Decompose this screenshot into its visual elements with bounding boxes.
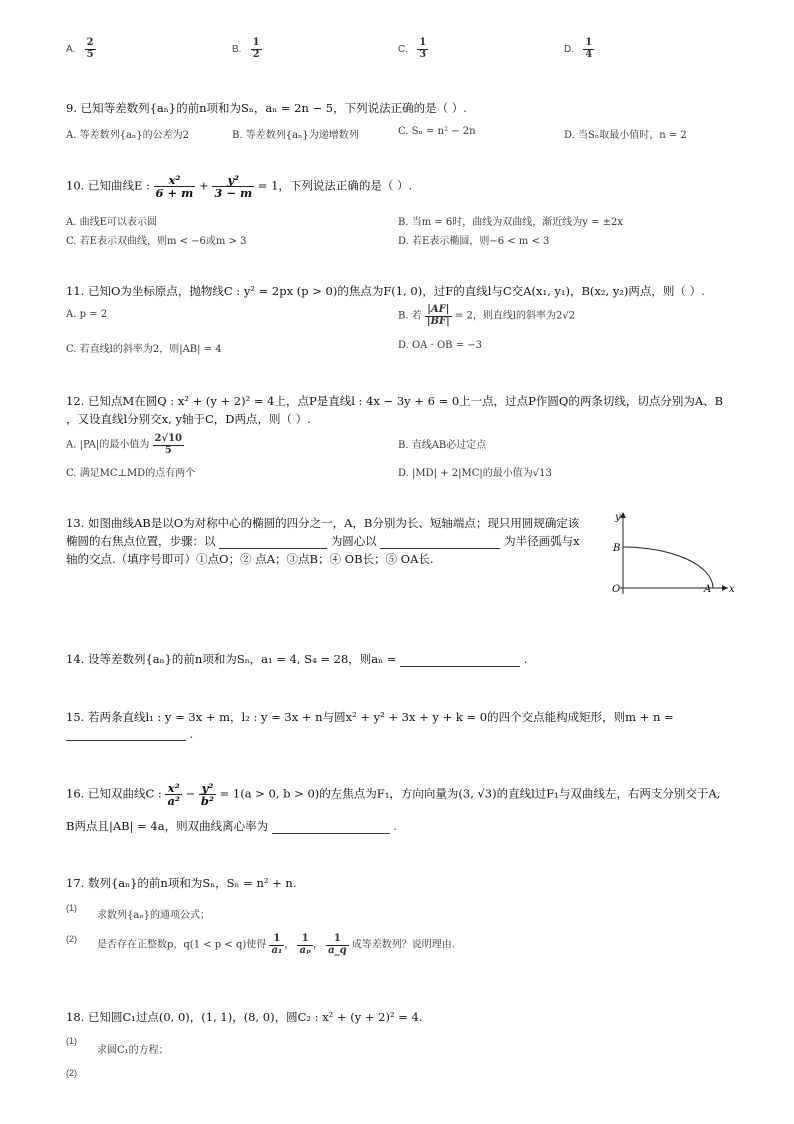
frac-den: 2 — [252, 48, 260, 60]
q12-stem-line1: 12. 已知点M在圆Q : x² + (y + 2)² = 4上，点P是直线l : 4x − 3y + 6 = 0上一点，过点P作圆Q的两条切线，切点分别为A、B — [66, 394, 724, 408]
q8-option-c[interactable] — [398, 38, 428, 60]
q16-answer-blank[interactable] — [272, 821, 390, 834]
q16-frac-x — [165, 782, 182, 807]
frac-num: 2 — [86, 37, 94, 48]
q11-option-b-frac — [425, 305, 452, 327]
x-axis-label: x — [729, 584, 735, 595]
frac-num: |AF| — [425, 305, 452, 317]
q18-part1-text: 求圆C₁的方程； — [97, 1045, 169, 1056]
q14-stem — [66, 651, 527, 667]
frac-den: 4 — [585, 48, 593, 60]
y-axis-label: y — [615, 512, 621, 523]
q15-answer-blank[interactable] — [66, 728, 186, 741]
q17-frac-a1 — [269, 934, 284, 956]
q12-option-a-frac — [153, 434, 184, 456]
x-axis-arrow-icon — [722, 585, 728, 591]
q8-option-a[interactable] — [66, 38, 96, 60]
q18-part1-number: (1) — [66, 1036, 77, 1046]
q17-part1-text: 求数列{aₙ}的通项公式； — [97, 910, 211, 921]
q16-line1 — [66, 782, 720, 807]
q8-option-b-frac — [251, 38, 262, 60]
q13-line2-c: 为半径画弧与x — [504, 534, 580, 548]
q10-stem — [66, 174, 412, 199]
q17-part2-pre: 是否存在正整数p，q(1 < p < q)使得 — [97, 939, 267, 951]
q12-option-c[interactable]: C. 满足MC⊥MD的点有两个 — [66, 468, 196, 479]
q15-post: . — [189, 727, 194, 741]
q13-line2-a: 椭圆的右焦点位置，步骤：以 — [66, 534, 216, 548]
y-axis-arrow-icon — [620, 512, 626, 518]
frac-num: 1 — [252, 37, 260, 48]
frac-num: 1 — [326, 934, 348, 946]
frac-num: y² — [199, 782, 216, 795]
q13-line2-b: 为圆心以 — [330, 534, 377, 548]
q8-option-b[interactable] — [232, 38, 262, 60]
q11-stem: 11. 已知O为坐标原点，抛物线C : y² = 2px (p > 0)的焦点为F(1, 0)，过F的直线l与C交A(x₁, y₁)，B(x₂, y₂)两点，则（ ）. — [66, 284, 705, 298]
q10-option-c[interactable]: C. 若E表示双曲线，则m < −6或m > 3 — [66, 236, 247, 247]
frac-den: b² — [200, 794, 214, 809]
q12-option-d[interactable]: D. |MD| + 2|MC|的最小值为√13 — [398, 468, 552, 479]
q16-line2-text: B两点且|AB| = 4a，则双曲线离心率为 — [66, 819, 269, 833]
q13-figure — [600, 508, 740, 598]
q12-option-b[interactable]: B. 直线AB必过定点 — [398, 440, 487, 451]
q11-option-d[interactable]: D. OA · OB = −3 — [398, 340, 482, 351]
q10-frac-y — [212, 174, 254, 199]
q17-part2-text: 是否存在正整数p，q(1 < p < q)使得 $\frac{1}{\text{a₁}}$ ， $\frac{1}{\text{aₚ}}$ ， $\frac{1}{a\_q}$ 成等差数列？说明理由. — [97, 933, 455, 956]
q11-option-b-pre: B. 若 — [398, 310, 422, 322]
q10-plus: + — [199, 178, 209, 193]
q10-option-a[interactable]: A. 曲线E可以表示圆 — [66, 217, 157, 228]
frac-den: 3 − m — [214, 186, 253, 201]
frac-den: 6 + m — [155, 186, 194, 201]
ellipse-quarter-arc — [623, 547, 713, 588]
q10-stem-post: = 1，下列说法正确的是（ ）. — [257, 178, 413, 193]
q16-pre: 16. 已知双曲线C : — [66, 786, 162, 801]
q17-part2-number: (2) — [66, 934, 77, 944]
q8-option-a-label: A. — [66, 43, 76, 55]
q10-stem-pre: 10. 已知曲线E : — [66, 178, 150, 193]
frac-den: a_q — [328, 944, 347, 956]
q16-frac-y — [199, 782, 216, 807]
frac-num: 1 — [297, 934, 312, 946]
q8-option-d-label: D. — [564, 43, 574, 55]
point-b-label: B — [613, 543, 621, 554]
q17-stem: 17. 数列{aₙ}的前n项和为Sₙ，Sₙ = n² + n. — [66, 876, 297, 890]
q8-option-c-label: C. — [398, 43, 408, 55]
q10-option-b[interactable]: B. 当m = 6时，曲线为双曲线，渐近线为y = ±2x — [398, 217, 624, 228]
q13-line3: 轴的交点.（填序号即可）①点O；② 点A；③点B；④ OB长；⑤ OA长. — [66, 552, 434, 566]
q14-stem-post: . — [523, 652, 528, 666]
q11-option-c[interactable]: C. 若直线l的斜率为2，则|AB| = 4 — [66, 344, 222, 355]
q13-line1: 13. 如图曲线AB是以O为对称中心的椭圆的四分之一，A，B分别为长、短轴端点；现只用圆规确定该 — [66, 516, 580, 530]
q13-blank-radius[interactable] — [380, 536, 500, 549]
q16-minus: − — [185, 786, 196, 801]
q16-post2: . — [393, 819, 398, 833]
q9-option-b[interactable]: B. 等差数列{aₙ}为递增数列 — [232, 130, 359, 141]
q12-option-a-pre: A. |PA|的最小值为 — [66, 439, 150, 451]
q17-part2-post: 成等差数列？说明理由. — [351, 939, 455, 951]
q16-line2 — [66, 818, 397, 834]
q11-option-a[interactable]: A. p = 2 — [66, 309, 108, 320]
frac-num: x² — [154, 174, 196, 187]
q17-part1-number: (1) — [66, 903, 77, 913]
frac-num: 1 — [269, 934, 284, 946]
q17-frac-ap — [297, 934, 312, 956]
q15-line1: 15. 若两条直线l₁ : y = 3x + m，l₂ : y = 3x + n与圆x² + y² + 3x + y + k = 0的四个交点能构成矩形，则m + n = — [66, 710, 674, 724]
q10-frac-x — [154, 174, 196, 199]
q14-answer-blank[interactable] — [400, 654, 520, 667]
frac-num: y² — [212, 174, 254, 187]
frac-num: 1 — [585, 37, 593, 48]
q9-option-c[interactable]: C. Sₙ = n² − 2n — [398, 126, 476, 137]
point-a-label: A — [704, 584, 712, 595]
frac-den: 5 — [86, 48, 94, 60]
q13-line2 — [66, 533, 580, 549]
q8-option-a-frac — [85, 38, 96, 60]
q12-stem-line2: ，又设直线l分别交x, y轴于C，D两点，则（ ）. — [66, 412, 311, 426]
q9-option-a[interactable]: A. 等差数列{aₙ}的公差为2 — [66, 130, 189, 141]
origin-label: O — [612, 584, 621, 595]
q17-frac-aq — [326, 934, 348, 956]
q12-option-a[interactable] — [66, 434, 184, 456]
q8-option-c-frac — [417, 38, 428, 60]
frac-den: |BF| — [426, 315, 450, 327]
q8-option-d-frac — [583, 38, 594, 60]
q9-stem: 9. 已知等差数列{aₙ}的前n项和为Sₙ，aₙ = 2n − 5，下列说法正确的是（ ）. — [66, 101, 467, 115]
q16-post: = 1(a > 0, b > 0)的左焦点为F₁，方向向量为(3, √3)的直线l过F₁与双曲线左，右两支分别交于A, — [219, 786, 721, 801]
q18-stem: 18. 已知圆C₁过点(0, 0)，(1, 1)，(8, 0)，圆C₂ : x² + (y + 2)² = 4. — [66, 1010, 423, 1024]
q8-option-b-label: B. — [232, 43, 242, 55]
q13-blank-center[interactable] — [219, 536, 327, 549]
frac-den: a₁ — [271, 944, 283, 956]
frac-num: 1 — [419, 37, 427, 48]
frac-den: 3 — [419, 48, 427, 60]
q18-part2-number: (2) — [66, 1068, 77, 1078]
q14-stem-pre: 14. 设等差数列{aₙ}的前n项和为Sₙ，a₁ = 4, S₄ = 28，则aₙ = — [66, 652, 397, 666]
frac-num: x² — [165, 782, 182, 795]
q11-option-b[interactable] — [398, 305, 575, 327]
q9-option-d[interactable]: D. 当Sₙ取最小值时，n = 2 — [564, 130, 687, 141]
frac-den: 5 — [164, 444, 172, 456]
frac-den: a² — [167, 794, 180, 809]
q15-line2 — [66, 727, 193, 741]
q8-option-d[interactable] — [564, 38, 594, 60]
frac-num: 2√10 — [154, 433, 182, 444]
q11-option-b-post: = 2，则直线l的斜率为2√2 — [454, 310, 576, 322]
frac-den: aₚ — [299, 944, 311, 956]
q10-option-d[interactable]: D. 若E表示椭圆，则−6 < m < 3 — [398, 236, 550, 247]
